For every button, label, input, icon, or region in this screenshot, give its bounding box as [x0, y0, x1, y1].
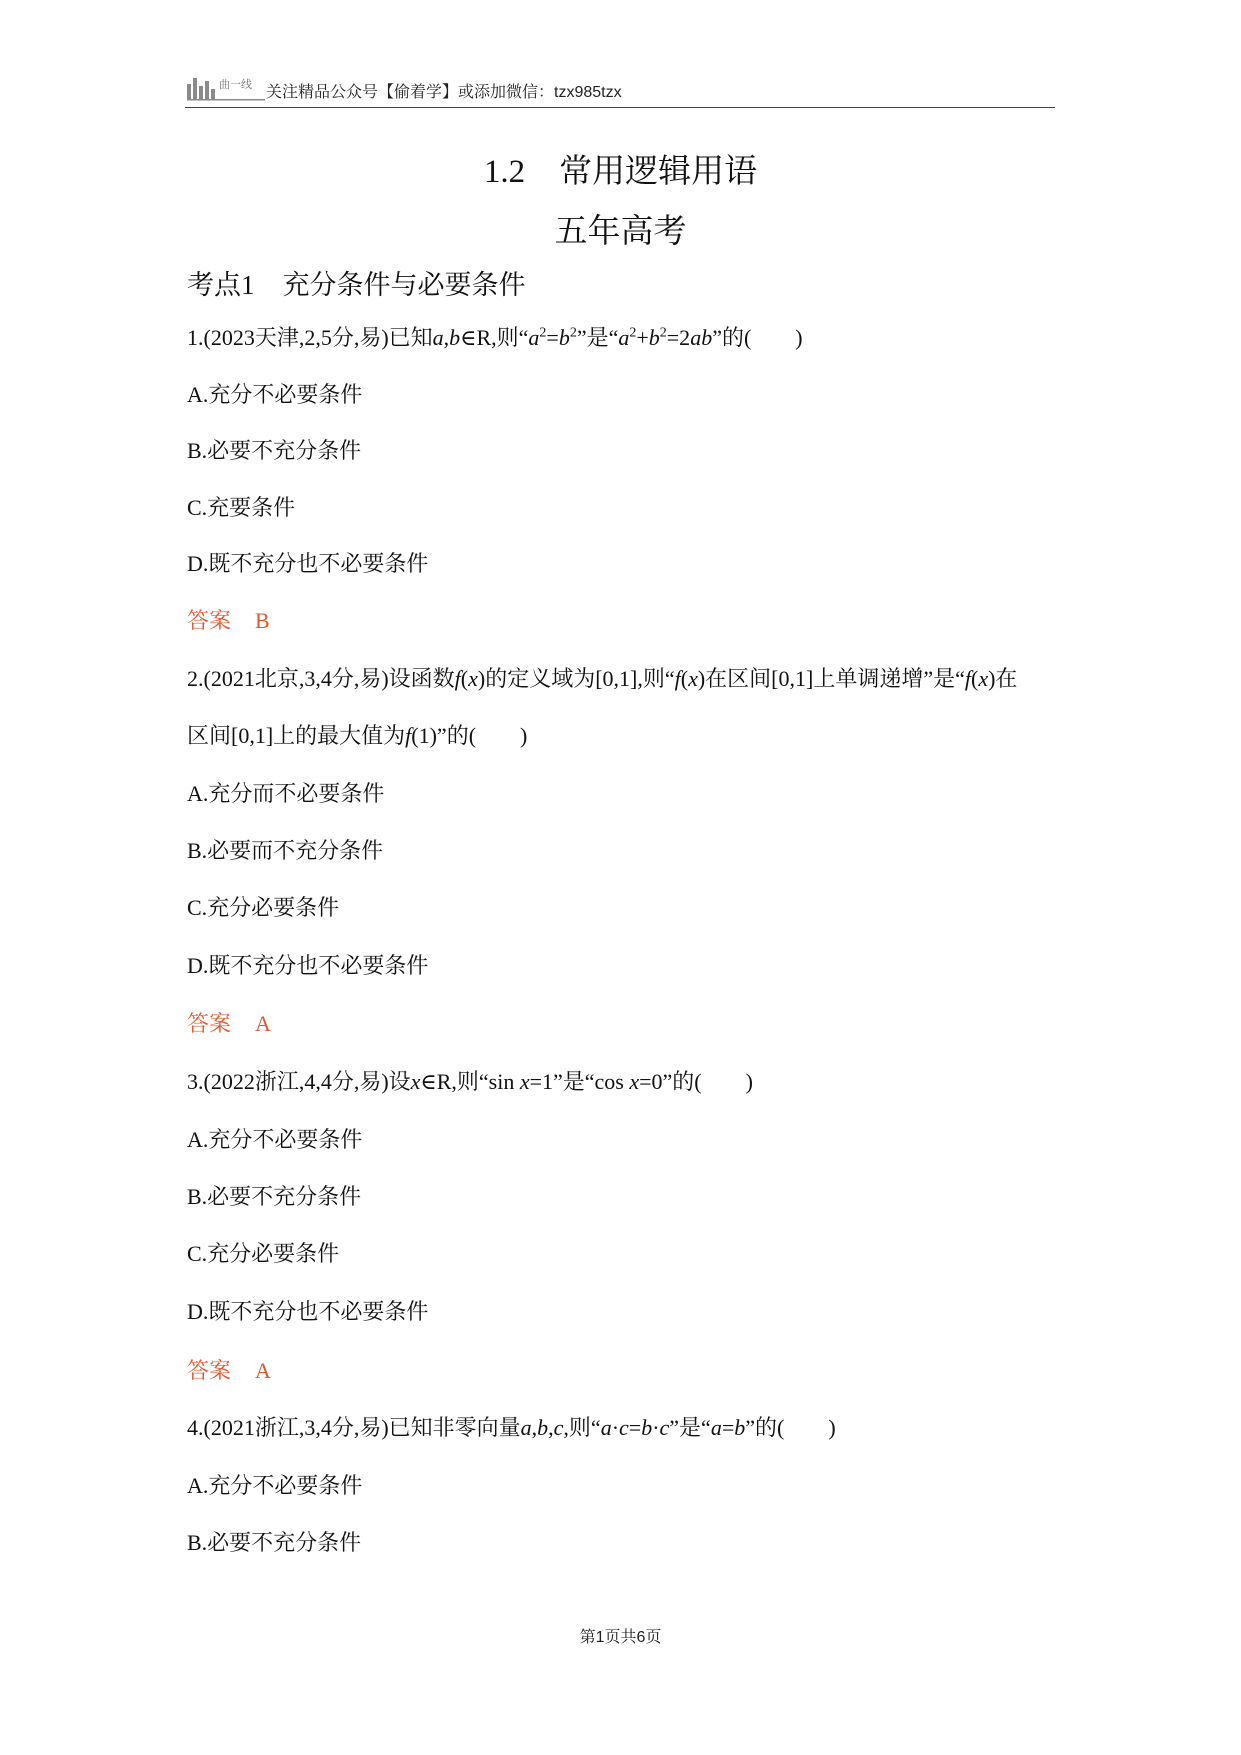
math-sup: 2	[629, 325, 637, 341]
option-a: A.充分不必要条件	[187, 1473, 363, 1498]
publisher-logo	[187, 74, 267, 102]
answer-value: A	[255, 1011, 271, 1036]
topic-heading	[187, 268, 526, 302]
stem-text: =0”的( )	[639, 1069, 753, 1094]
math-var: x	[978, 666, 989, 691]
math-var: b	[537, 1415, 549, 1440]
math-var: a	[710, 1415, 722, 1440]
math-var: b	[641, 1415, 653, 1440]
question-2-stem	[187, 664, 1017, 694]
section-number: 1.2	[483, 154, 526, 190]
math-var: c	[553, 1415, 564, 1440]
answer-line	[187, 606, 270, 636]
stem-text: ”的( )	[745, 1415, 836, 1440]
stem-text: 区间[0,1]上的最大值为	[187, 723, 406, 748]
option-c: C.充分必要条件	[187, 895, 340, 920]
stem-text: ”是“	[576, 325, 619, 350]
stem-text: ”的( )	[712, 325, 803, 350]
stem-text: ,	[548, 1415, 554, 1440]
stem-text: +	[636, 325, 649, 350]
header-rule	[185, 107, 1055, 108]
math-var: c	[619, 1415, 629, 1440]
math-var: b	[449, 325, 461, 350]
option-a: A.充分而不必要条件	[187, 781, 385, 806]
math-var: ab	[690, 325, 713, 350]
stem-text: ,则“	[563, 1415, 601, 1440]
option-d: D.既不充分也不必要条件	[187, 551, 429, 576]
answer-value: B	[255, 608, 270, 633]
logo-text: 曲一线	[219, 78, 252, 91]
stem-text: 1.(2023天津,2,5分,易)已知	[187, 325, 433, 350]
math-var: f	[405, 723, 412, 748]
option-d: D.既不充分也不必要条件	[187, 953, 429, 978]
math-var: b	[648, 325, 660, 350]
option-c: C.充要条件	[187, 495, 296, 520]
math-var: x	[410, 1069, 421, 1094]
stem-text: 4.(2021浙江,3,4分,易)已知非零向量	[187, 1415, 521, 1440]
option-a: A.充分不必要条件	[187, 1127, 363, 1152]
math-var: b	[558, 325, 570, 350]
stem-text: (	[970, 666, 979, 691]
stem-text: =	[546, 325, 559, 350]
question-3-stem	[187, 1067, 753, 1097]
math-var: x	[468, 666, 478, 691]
option-b: B.必要而不充分条件	[187, 838, 384, 863]
stem-text: (1)”的( )	[411, 723, 528, 748]
answer-line	[187, 1009, 271, 1039]
math-var: f	[454, 666, 461, 691]
math-var: x	[629, 1069, 640, 1094]
math-var: a	[520, 1415, 532, 1440]
stem-text: =2	[666, 325, 691, 350]
math-sup: 2	[659, 325, 667, 341]
stem-text: )在	[988, 666, 1018, 691]
stem-text: ∈R,则“	[460, 325, 529, 350]
stem-text: 3.(2022浙江,4,4分,易)设	[187, 1069, 411, 1094]
stem-text: )的定义域为[0,1],则“	[477, 666, 675, 691]
answer-line	[187, 1356, 271, 1386]
option-b: B.必要不充分条件	[187, 1530, 362, 1555]
option-c: C.充分必要条件	[187, 1241, 340, 1266]
stem-text: ,	[531, 1415, 538, 1440]
math-var: x	[688, 666, 698, 691]
answer-label: 答案	[187, 1358, 232, 1383]
section-name: 常用逻辑用语	[559, 154, 758, 190]
answer-value: A	[255, 1358, 271, 1383]
stem-text: )在区间[0,1]上单调递增”是“	[697, 666, 965, 691]
question-4-stem	[187, 1413, 836, 1443]
stem-text: 2.(2021北京,3,4分,易)设函数	[187, 666, 455, 691]
math-var: a	[528, 325, 540, 350]
page-number: 第1页共6页	[579, 1629, 662, 1646]
option-b: B.必要不充分条件	[187, 1184, 362, 1209]
header-notice: 关注精品公众号【偷着学】或添加微信：tzx985tzx	[266, 84, 622, 101]
stem-text: ”是“	[669, 1415, 711, 1440]
option-a: A.充分不必要条件	[187, 382, 363, 407]
page-subtitle: 五年高考	[554, 214, 687, 250]
stem-text: ·	[611, 1415, 620, 1440]
question-1-stem	[187, 323, 803, 353]
stem-text: =	[628, 1415, 642, 1440]
option-d: D.既不充分也不必要条件	[187, 1299, 429, 1324]
math-sup: 2	[539, 325, 547, 341]
topic-label: 考点1	[187, 270, 255, 300]
stem-text: =	[721, 1415, 735, 1440]
stem-text: (	[680, 666, 689, 691]
question-2-stem-cont	[187, 721, 527, 751]
math-sup: 2	[569, 325, 577, 341]
math-var: x	[519, 1069, 530, 1094]
answer-label: 答案	[187, 608, 232, 633]
option-b: B.必要不充分条件	[187, 438, 362, 463]
stem-text: ,	[443, 325, 450, 350]
math-var: a	[618, 325, 630, 350]
stem-text: ·	[652, 1415, 660, 1440]
page-title	[0, 152, 1241, 192]
math-var: a	[600, 1415, 612, 1440]
topic-name: 充分条件与必要条件	[282, 270, 526, 300]
math-var: f	[674, 666, 681, 691]
stem-text: (	[460, 666, 469, 691]
answer-label: 答案	[187, 1011, 232, 1036]
stem-text: =1”是“cos	[529, 1069, 630, 1094]
math-var: a	[432, 325, 444, 350]
stem-text: ∈R,则“sin	[420, 1069, 520, 1094]
math-var: b	[734, 1415, 746, 1440]
math-var: c	[659, 1415, 670, 1440]
math-var: f	[964, 666, 971, 691]
